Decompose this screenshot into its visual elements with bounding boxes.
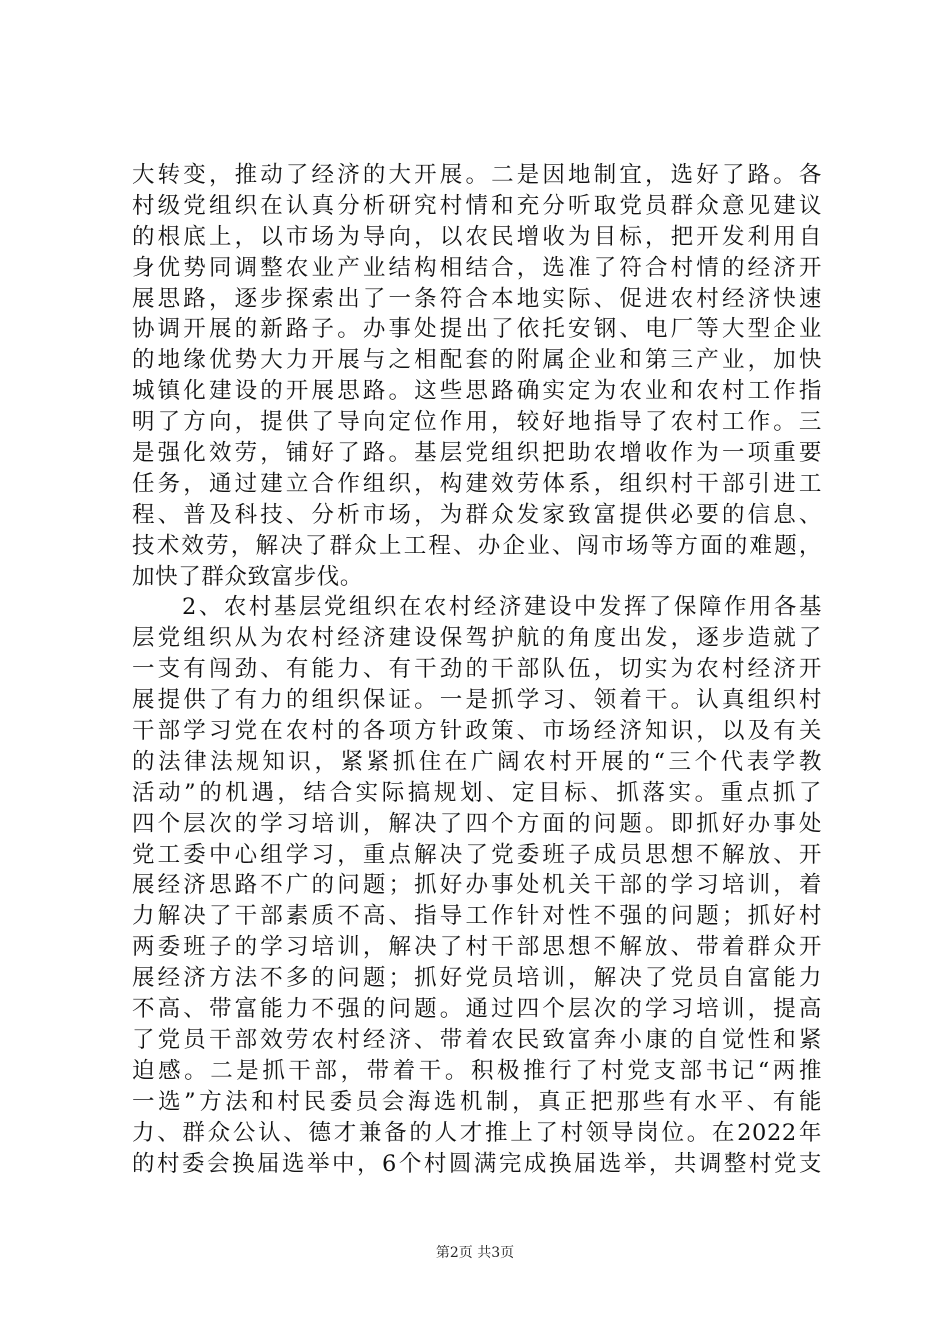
text-line: 协调开展的新路子。办事处提出了依托安钢、电厂等大型企业 [132,316,822,343]
text-line: 不高、带富能力不强的问题。通过四个层次的学习培训，提高 [132,996,822,1023]
text-line: 干部学习党在农村的各项方针政策、市场经济知识，以及有关 [132,718,822,745]
text-line: 四个层次的学习培训，解决了四个方面的问题。即抓好办事处 [132,810,822,837]
text-line: 城镇化建设的开展思路。这些思路确实定为农业和农村工作指 [132,378,822,405]
text-line: 展经济方法不多的问题；抓好党员培训，解决了党员自富能力 [132,965,822,992]
text-line: 任务，通过建立合作组织，构建效劳体系，组织村干部引进工 [132,470,822,497]
text-line: 展提供了有力的组织保证。一是抓学习、领着干。认真组织村 [132,687,822,714]
text-line: 技术效劳，解决了群众上工程、办企业、闯市场等方面的难题， [132,532,822,559]
text-line: 层党组织从为农村经济建设保驾护航的角度出发，逐步造就了 [132,625,822,652]
text-line: 力解决了干部素质不高、指导工作针对性不强的问题；抓好村 [132,903,822,930]
text-line: 的村委会换届选举中，6个村圆满完成换届选举，共调整村党支 [132,1150,822,1177]
text-line: 的地缘优势大力开展与之相配套的附属企业和第三产业，加快 [132,347,822,374]
text-line: 的根底上，以市场为导向，以农民增收为目标，把开发利用自 [132,223,822,250]
body-text [132,160,822,1179]
text-line: 2、农村基层党组织在农村经济建设中发挥了保障作用各基 [132,594,822,621]
text-line: 程、普及科技、分析市场，为群众发家致富提供必要的信息、 [132,501,822,528]
text-line: 是强化效劳，铺好了路。基层党组织把助农增收作为一项重要 [132,440,822,467]
text-line: 党工委中心组学习，重点解决了党委班子成员思想不解放、开 [132,841,822,868]
text-line: 活动”的机遇，结合实际搞规划、定目标、抓落实。重点抓了 [132,779,822,806]
text-line: 明了方向，提供了导向定位作用，较好地指导了农村工作。三 [132,409,822,436]
text-line: 两委班子的学习培训，解决了村干部思想不解放、带着群众开 [132,934,822,961]
text-line: 的法律法规知识，紧紧抓住在广阔农村开展的“三个代表学教 [132,748,822,775]
text-line: 迫感。二是抓干部，带着干。积极推行了村党支部书记“两推 [132,1057,822,1084]
text-line: 了党员干部效劳农村经济、带着农民致富奔小康的自觉性和紧 [132,1026,822,1053]
text-line: 展经济思路不广的问题；抓好办事处机关干部的学习培训，着 [132,872,822,899]
text-line: 一支有闯劲、有能力、有干劲的干部队伍，切实为农村经济开 [132,656,822,683]
text-line: 力、群众公认、德才兼备的人才推上了村领导岗位。在2022年 [132,1119,822,1146]
text-line: 身优势同调整农业产业结构相结合，选准了符合村情的经济开 [132,254,822,281]
text-line: 一选”方法和村民委员会海选机制，真正把那些有水平、有能 [132,1088,822,1115]
text-line: 加快了群众致富步伐。 [132,563,364,590]
page-footer: 第2页 共3页 [435,1245,515,1261]
text-line: 村级党组织在认真分析研究村情和充分听取党员群众意见建议 [132,192,822,219]
text-line: 大转变，推动了经济的大开展。二是因地制宜，选好了路。各 [132,162,822,188]
text-line: 展思路，逐步探索出了一条符合本地实际、促进农村经济快速 [132,285,822,312]
